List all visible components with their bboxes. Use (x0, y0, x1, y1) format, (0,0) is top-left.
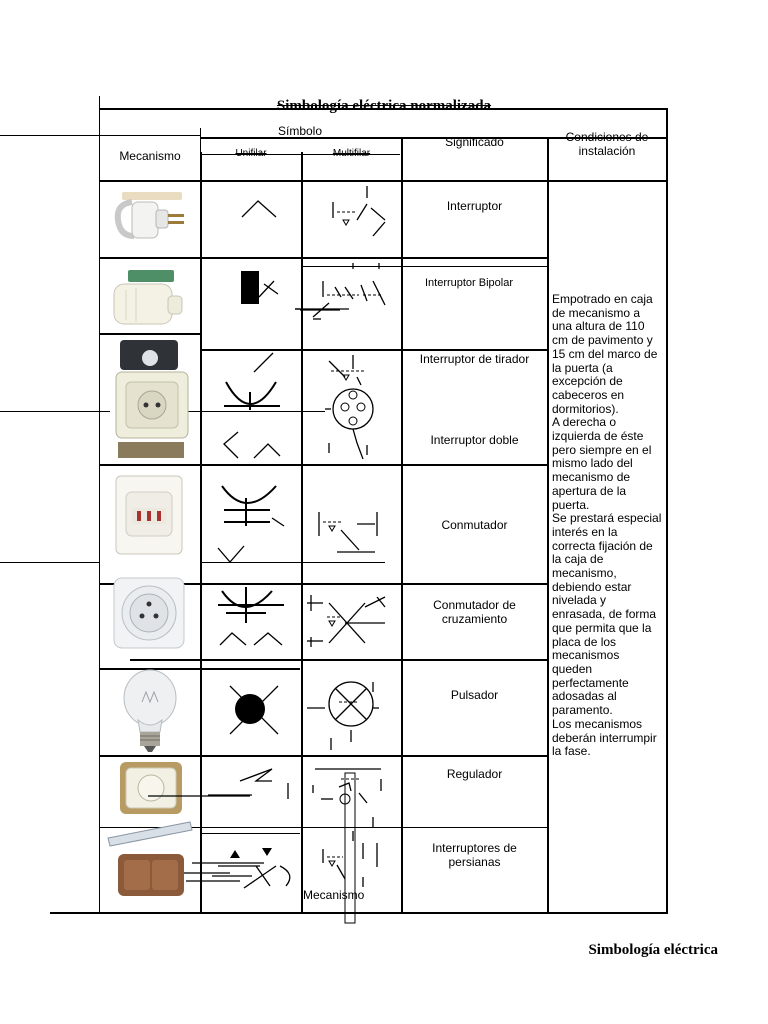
footer-title: Simbología eléctrica (588, 942, 718, 958)
header-mecanismo: Mecanismo (119, 149, 181, 163)
header-unifilar: Unifilar (235, 148, 267, 159)
meaning-regulador: Regulador (446, 767, 503, 781)
meaning-pulsador: Pulsador (450, 688, 499, 702)
installation-conditions: Empotrado en caja de mecanismo a una altura de 110 cm de pavimento y 15 cm del marco de la puerta (a excepción de cabeceros en dormitorios). A derecha o izquierda de éste pero siempre en el mismo lado del mecanismo de apertura de la puerta. Se prestará especial interés en la correcta fijación de la caja de mecanismo, debiendo estar nivelada y enrasada, de forma que permita que la placa de los mecanismos queden perfectamente adosadas al paramento. Los mecanismos deberán interrumpir la fase. (552, 292, 662, 759)
meaning-conmutador-cruzamiento: Conmutador de cruzamiento (433, 598, 516, 626)
header-significado: Significado (445, 135, 504, 149)
header-simbolo: Símbolo (277, 124, 323, 138)
page-title: Simbología eléctrica normalizada (276, 98, 492, 114)
meaning-interruptor-tirador: Interruptor de tirador (419, 352, 530, 366)
bottom-mecanismo-label: Mecanismo (303, 888, 365, 902)
meaning-interruptores-persianas: Interruptores de persianas (432, 841, 517, 869)
meaning-conmutador: Conmutador (441, 518, 508, 532)
meaning-interruptor-doble: Interruptor doble (430, 433, 519, 447)
meaning-interruptor-bipolar: Interruptor Bipolar (424, 277, 514, 289)
header-multifilar: Multifilar (332, 148, 371, 159)
header-condiciones: Condiciones de instalación (565, 130, 649, 158)
meaning-interruptor: Interruptor (446, 199, 503, 213)
